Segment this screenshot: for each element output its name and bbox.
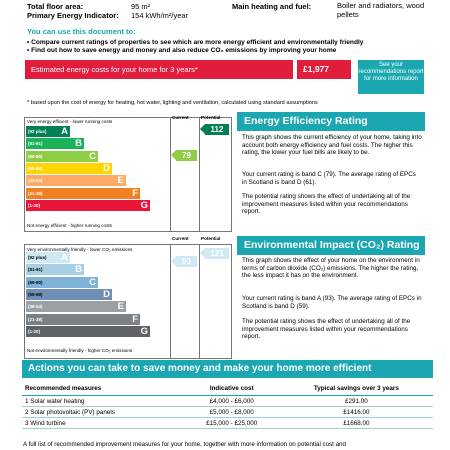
table-row bbox=[22, 396, 433, 407]
eir-current-value: 93 bbox=[176, 256, 197, 267]
eer-potential-header: Potential bbox=[201, 115, 221, 120]
band-range-label: (92 plus) bbox=[28, 255, 47, 260]
header-cost: Indicative cost bbox=[184, 381, 280, 396]
header-measures: Recommended measures bbox=[22, 381, 184, 396]
band-letter: F bbox=[132, 313, 138, 325]
table-row bbox=[22, 418, 433, 429]
eir-bottom-label: Not environmentally friendly - higher CO₂ emissions bbox=[27, 348, 133, 353]
band-letter: A bbox=[61, 126, 68, 137]
band-letter: D bbox=[103, 162, 110, 174]
rating-band-g bbox=[26, 326, 150, 337]
eer-info-p1: This graph shows the current efficiency of your home, taking into account both energy efficiency and fuel costs. The higher this rating, the lower your fuel bills are likely to be. bbox=[242, 134, 422, 157]
band-range-label: (92 plus) bbox=[28, 129, 47, 134]
actions-footer: A full list of recommended improvement measures for your home, together with more information on potential cost and bbox=[23, 441, 346, 448]
eir-info-p2: Your current rating is band A (93). The average rating of EPCs in Scotland is band D (59). bbox=[242, 295, 422, 310]
eir-info-p3: The potential rating shows the effect of undertaking all of the improvement measures listed within your recommendations report. bbox=[242, 318, 411, 341]
rating-band-g bbox=[26, 200, 150, 211]
rating-band-d bbox=[26, 163, 112, 174]
rating-band-c bbox=[26, 277, 98, 288]
rating-band-e bbox=[26, 175, 126, 186]
recommendations-link[interactable]: See your recommendations report for more information bbox=[358, 60, 424, 94]
band-letter: G bbox=[140, 325, 148, 337]
eer-current-value: 79 bbox=[176, 150, 197, 161]
floor-area-label: Total floor area: bbox=[27, 2, 84, 11]
band-letter: D bbox=[103, 288, 110, 300]
actions-banner-text: Actions you can take to save money and make your home more efficient bbox=[28, 363, 372, 374]
rating-band-b bbox=[26, 138, 84, 149]
band-letter: C bbox=[89, 150, 96, 162]
floor-area-value: 95 m² bbox=[131, 2, 151, 11]
recommendations-table bbox=[22, 381, 433, 429]
row-1-savings: £291.00 bbox=[280, 396, 433, 407]
row-3-measure: 3 Wind turbine bbox=[22, 418, 184, 429]
band-letter: E bbox=[117, 301, 124, 313]
eir-info-p1: This graph shows the effect of your home on the environment in terms of carbon dioxide (CO₂) emissions. The higher the rating, the less impact it has on the environment. bbox=[242, 257, 420, 280]
energy-indicator-value: 154 kWh/m²/year bbox=[131, 11, 189, 20]
table-header-row bbox=[22, 381, 433, 396]
eer-bottom-label: Not energy efficient - higher running costs bbox=[27, 223, 112, 228]
eer-info-p3: The potential rating shows the effect of undertaking all of the improvement measures listed within your recommendations report. bbox=[242, 193, 411, 216]
band-letter: A bbox=[61, 252, 68, 263]
use-doc-bullet-1: • Compare current ratings of properties to see which are more energy efficient and environmentally friendly bbox=[27, 39, 364, 46]
eer-top-label: Very energy efficient - lower running costs bbox=[27, 119, 113, 124]
band-range-label: (55-68) bbox=[28, 291, 43, 297]
rating-band-d bbox=[26, 289, 112, 300]
energy-costs-value: £1,977 bbox=[303, 64, 329, 74]
band-range-label: (81-91) bbox=[28, 267, 43, 273]
eir-potential-header: Potential bbox=[201, 236, 221, 241]
band-range-label: (21-38) bbox=[28, 316, 43, 322]
row-2-measure: 2 Solar photovoltaic (PV) panels bbox=[22, 407, 184, 418]
energy-costs-value-box bbox=[297, 60, 351, 79]
eer-info-title-bar bbox=[237, 112, 425, 131]
rating-band-f bbox=[26, 188, 140, 199]
band-range-label: (1-20) bbox=[28, 328, 41, 334]
header-savings: Typical savings over 3 years bbox=[280, 381, 433, 396]
eir-potential-value: 121 bbox=[205, 248, 229, 259]
eir-potential-col bbox=[199, 244, 232, 359]
band-range-label: (39-54) bbox=[28, 178, 43, 184]
eir-info-title: Environmental Impact (CO₂) Rating bbox=[244, 239, 420, 251]
band-letter: B bbox=[75, 138, 82, 150]
row-1-cost: £4,000 - £6,000 bbox=[184, 396, 280, 407]
band-range-label: (81-91) bbox=[28, 141, 43, 147]
row-1-measure: 1 Solar water heating bbox=[22, 396, 184, 407]
use-doc-heading: You can use this document to: bbox=[27, 27, 136, 36]
energy-indicator-label: Primary Energy Indicator: bbox=[27, 11, 119, 20]
band-range-label: (69-80) bbox=[28, 153, 43, 159]
rating-band-f bbox=[26, 314, 140, 325]
band-letter: F bbox=[132, 187, 138, 199]
band-range-label: (1-20) bbox=[28, 202, 41, 208]
eir-top-label: Very environmentally friendly - lower CO₂ emissions bbox=[27, 247, 133, 252]
rating-band-c bbox=[26, 151, 98, 162]
row-2-savings: £1416.00 bbox=[280, 407, 433, 418]
band-range-label: (21-38) bbox=[28, 190, 43, 196]
heating-label: Main heating and fuel: bbox=[232, 2, 312, 11]
row-3-cost: £15,000 - £25,000 bbox=[184, 418, 280, 429]
band-range-label: (69-80) bbox=[28, 279, 43, 285]
energy-costs-bar bbox=[25, 60, 293, 79]
eir-current-header: Current bbox=[172, 236, 189, 241]
rating-band-b bbox=[26, 264, 84, 275]
rating-band-e bbox=[26, 301, 126, 312]
costs-footnote: * based upon the cost of energy for heating, hot water, lighting and ventilation, calculated using standard assumptions bbox=[27, 100, 318, 106]
band-range-label: (55-68) bbox=[28, 165, 43, 171]
band-letter: E bbox=[117, 175, 124, 187]
eer-info-p2: Your current rating is band C (79). The average rating of EPCs in Scotland is band D (61). bbox=[242, 171, 416, 186]
band-letter: C bbox=[89, 276, 96, 288]
band-letter: B bbox=[75, 264, 82, 276]
eer-current-col bbox=[170, 117, 200, 232]
eir-info-title-bar bbox=[237, 236, 425, 255]
band-range-label: (39-54) bbox=[28, 304, 43, 310]
eer-current-header: Current bbox=[172, 115, 189, 120]
heating-value: Boiler and radiators, wood pellets bbox=[337, 1, 425, 19]
eer-potential-value: 112 bbox=[205, 124, 229, 135]
table-row bbox=[22, 407, 433, 418]
rating-band-a bbox=[26, 126, 70, 137]
use-doc-bullet-2: • Find out how to save energy and money and also reduce CO₂ emissions by improving your home bbox=[27, 47, 337, 54]
rating-band-a bbox=[26, 252, 70, 263]
actions-banner bbox=[22, 360, 433, 378]
row-3-savings: £1668.00 bbox=[280, 418, 433, 429]
energy-costs-label: Estimated energy costs for your home for 3 years* bbox=[31, 65, 198, 74]
row-2-cost: £5,000 - £8,000 bbox=[184, 407, 280, 418]
band-letter: G bbox=[140, 199, 148, 211]
eer-info-title: Energy Efficiency Rating bbox=[244, 115, 368, 127]
